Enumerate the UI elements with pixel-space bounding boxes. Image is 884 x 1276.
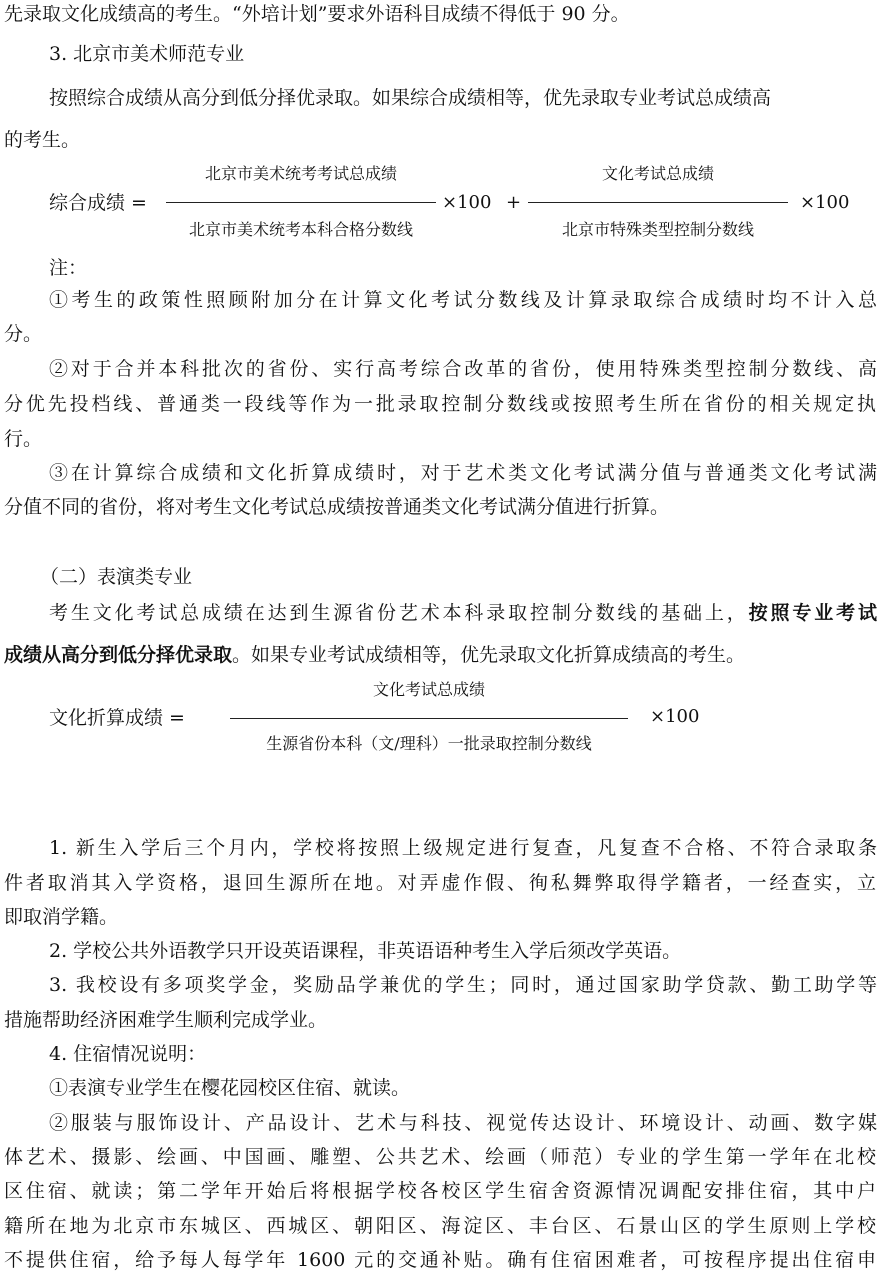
text-line: 体艺术、摄影、绘画、中国画、雕塑、公共艺术、绘画（师范）专业的学生第一学年在北校 xyxy=(4,1146,876,1168)
text-line: ③在计算综合成绩和文化折算成绩时，对于艺术类文化考试满分值与普通类文化考试满 xyxy=(49,462,877,484)
multiply-100: ×100 xyxy=(800,192,850,213)
formula-numerator: 文化考试总成绩 xyxy=(601,164,714,183)
text-line: 1. 新生入学后三个月内，学校将按照上级规定进行复查，凡复查不合格、不符合录取条 xyxy=(49,837,877,859)
text-line: 区住宿、就读；第二学年开始后将根据学校各校区学生宿舍资源情况调配安排住宿，其中户 xyxy=(4,1180,876,1202)
fraction-bar xyxy=(166,202,436,203)
text-line: 3. 我校设有多项奖学金，奖励品学兼优的学生；同时，通过国家助学贷款、勤工助学等 xyxy=(49,974,877,996)
formula-denominator: 北京市美术统考本科合格分数线 xyxy=(188,220,413,239)
text-line: 分。 xyxy=(4,323,43,345)
text-bold: 按照专业考试 xyxy=(748,602,877,624)
formula-denominator: 生源省份本科（文/理科）一批录取控制分数线 xyxy=(266,734,592,753)
text-line: 2. 学校公共外语教学只开设英语课程，非英语语种考生入学后须改学英语。 xyxy=(49,940,682,962)
formula-label: 文化折算成绩 = xyxy=(49,707,185,729)
plus-sign: + xyxy=(506,192,522,213)
subsection-heading: （二）表演类专业 xyxy=(40,566,193,588)
note-heading: 注： xyxy=(49,257,88,279)
text-line: ②服装与服饰设计、产品设计、艺术与科技、视觉传达设计、环境设计、动画、数字媒 xyxy=(49,1112,877,1134)
text-line: 4. 住宿情况说明： xyxy=(49,1043,207,1065)
section-heading-3: 3. 北京市美术师范专业 xyxy=(49,43,245,65)
text-line: 措施帮助经济困难学生顺利完成学业。 xyxy=(4,1009,328,1031)
text-line: 分值不同的省份，将对考生文化考试总成绩按普通类文化考试满分值进行折算。 xyxy=(4,496,670,518)
text-line: 的考生。 xyxy=(4,129,81,151)
text-line: 行。 xyxy=(4,428,43,450)
formula-numerator: 文化考试总成绩 xyxy=(372,680,485,699)
text-line: 分优先投档线、普通类一段线等作为一批录取控制分数线或按照考生所在省份的相关规定执 xyxy=(4,393,876,415)
formula-numerator: 北京市美术统考考试总成绩 xyxy=(204,164,397,183)
text-normal: 考生文化考试总成绩在达到生源省份艺术本科录取控制分数线的基础上， xyxy=(49,602,749,624)
fraction-bar xyxy=(230,718,628,719)
text-line: ②对于合并本科批次的省份、实行高考综合改革的省份，使用特殊类型控制分数线、高 xyxy=(49,358,877,380)
text-line: 先录取文化成绩高的考生。“外培计划”要求外语科目成绩不得低于 90 分。 xyxy=(4,3,630,25)
text-line: ①表演专业学生在樱花园校区住宿、就读。 xyxy=(49,1077,411,1099)
text-bold: 成绩从高分到低分择优录取 xyxy=(4,644,233,666)
text-normal: 。如果专业考试成绩相等，优先录取文化折算成绩高的考生。 xyxy=(232,644,746,666)
formula-label: 综合成绩 = xyxy=(49,192,147,214)
text-line: 即取消学籍。 xyxy=(4,906,119,928)
text-line: ①考生的政策性照顾附加分在计算文化考试分数线及计算录取综合成绩时均不计入总 xyxy=(49,289,877,311)
text-line: 不提供住宿，给予每人每学年 1600 元的交通补贴。确有住宿困难者，可按程序提出住宿申 xyxy=(4,1249,876,1271)
formula-denominator: 北京市特殊类型控制分数线 xyxy=(561,220,754,239)
multiply-100: ×100 xyxy=(442,192,492,213)
fraction-bar xyxy=(528,202,788,203)
text-line: 按照综合成绩从高分到低分择优录取。如果综合成绩相等，优先录取专业考试总成绩高 xyxy=(49,87,772,109)
text-line: 籍所在地为北京市东城区、西城区、朝阳区、海淀区、丰台区、石景山区的学生原则上学校 xyxy=(4,1215,876,1237)
text-line xyxy=(4,643,745,667)
text-line xyxy=(49,601,877,625)
multiply-100: ×100 xyxy=(650,706,700,727)
text-line: 件者取消其入学资格，退回生源所在地。对弄虚作假、徇私舞弊取得学籍者，一经查实，立 xyxy=(4,872,876,894)
